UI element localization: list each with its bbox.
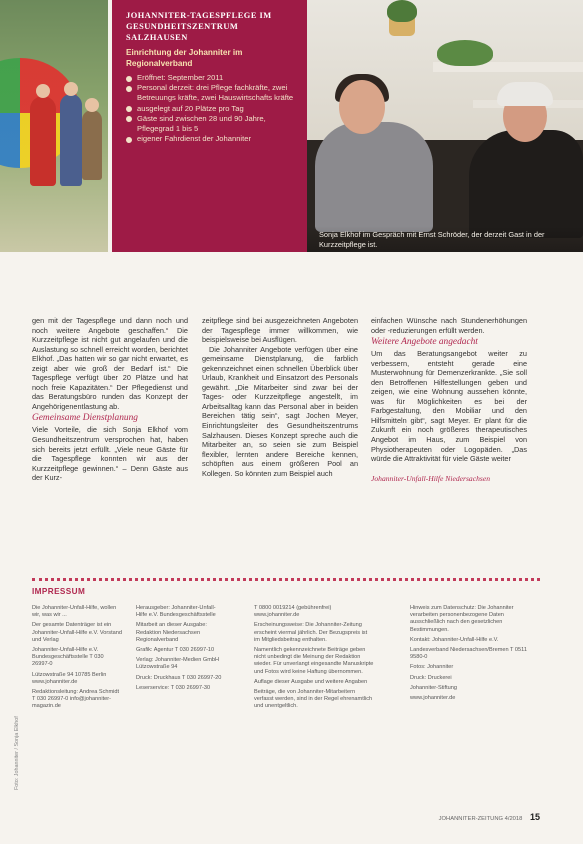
infobox-list [126, 73, 295, 144]
impressum-entry: Mitarbeit an dieser Ausgabe: Redaktion Niedersachsen Regionalverband [136, 622, 207, 643]
infobox-title: JOHANNITER-TAGESPFLEGE IM GESUNDHEITSZENTRUM SALZHAUSEN [126, 11, 272, 42]
impressum-entry: Johanniter-Stiftung [410, 684, 457, 691]
subheading: Weitere Angebote angedacht [371, 337, 478, 348]
article-column-2 [202, 316, 358, 478]
impressum-entry: Lützowstraße 94 10785 Berlin www.johanniter.de [32, 671, 107, 685]
impressum-entry: Kontakt: Johanniter-Unfall-Hilfe e.V. [410, 636, 499, 643]
infobox-subtitle: Einrichtung der Johanniter im Regionalverband [126, 48, 243, 68]
impressum-entry: Der gesamte Datenträger ist ein Johanniter-Unfall-Hilfe e.V. Vorstand und Verlag [32, 622, 122, 643]
impressum-heading: IMPRESSUM [32, 587, 86, 596]
plant [387, 0, 417, 22]
impressum-column [254, 605, 374, 714]
caregiver-figure [315, 122, 433, 232]
facility-info-box [112, 0, 307, 252]
impressum-entry: Johanniter-Unfall-Hilfe e.V. Bundesgeschäftsstelle T 030 26997-0 [32, 647, 104, 668]
paragraph: zeitpflege sind bei ausgezeichneten Angeboten der Tagespflege immer willkommen, wie beispielsweise bei Ausflügen. [202, 316, 358, 345]
impressum-entry: Grafik: Agentur T 030 26997-10 [136, 647, 215, 654]
paragraph: Viele Vorteile, die sich Sonja Elkhof vom Gesundheitszentrum versprochen hat, haben sich bereits jetzt erfüllt. „Viele neue Gäste für die Tagespflege konnten wir aus der Kurzzeitpflege gewinnen.“ – Denn Gäste aus der Kurz- [32, 425, 188, 483]
article-column-1 [32, 316, 188, 483]
impressum-entry: www.johanniter.de [410, 695, 456, 702]
paragraph: gen mit der Tagespflege und dann noch und noch weitere Angebote geschaffen.“ Die Kurzzeitpflege ist nicht gut angelaufen und die Auslastung so schnell erreicht worden, berichtet Elkhof. „Das hatten wir so gar nicht erwartet, es zeigt aber wie groß der Bedarf ist.“ Die Tagespflege verfügt über 20 Plätze und hat noch freie Kapazitäten.“ Der Pflegedienst und das Beratungsbüro runden das Konzept der Angehörigenentlastung ab. [32, 316, 188, 411]
photo-caption: Sonja Elkhof im Gespräch mit Ernst Schröder, der derzeit Gast in der Kurzzeitpflege ist. [307, 226, 583, 252]
impressum-entry: Verlag: Johanniter-Medien GmbH Lützowstraße 94 [136, 657, 220, 671]
impressum-entry: Fotos: Johanniter [410, 664, 454, 671]
photo-conversation [307, 0, 583, 252]
paragraph: Die Johanniter Angebote verfügen über eine gemeinsame Dienstplanung, die farblich gekennzeichnet einen schnellen Überblick über Urlaub, Krankheit und Einsatzort des Personals gewährt. „Die Mitarbeiter sind zwar bei der Tages- oder Kurzzeitpflege angestellt, im Arbeitsalltag kann das Personal aber in beiden Bereichen tätig sein“, sagt Jochen Meyer, Einrichtungsleiter des Gesundheitszentrums Salzhausen. Dieses Konzept spreche auch die Mitarbeiter an, so seien sie zum Beispiel flexibler, lernten andere Bereiche kennen, schöpften aus einem größeren Pool an Kollegen. So könnten zum Beispiel auch [202, 344, 358, 478]
guest-figure [469, 130, 583, 238]
paragraph: einfachen Wünsche nach Stundenerhöhungen oder -reduzierungen erfüllt werden. [371, 316, 527, 335]
infobox-item: Personal derzeit: drei Pflege fachkräfte, zwei Betreuungs kräfte, zwei Hauswirtschafts kräfte [126, 83, 295, 103]
impressum-entry: Druck: Druckerei [410, 674, 452, 681]
plant [437, 40, 493, 66]
photo-credit: Foto: Johanniter / Sonja Elkhof [14, 716, 20, 790]
impressum-column [32, 605, 122, 714]
infobox-item: eigener Fahrdienst der Johanniter [126, 134, 295, 144]
photo-garden-activity [0, 0, 108, 252]
impressum-entry: Erscheinungsweise: Die Johanniter-Zeitung erscheint viermal jährlich. Der Bezugspreis ist im Mitgliedsbeitrag enthalten. [254, 622, 368, 643]
page-footer [390, 812, 540, 824]
person-head [85, 98, 99, 112]
person-head [36, 84, 50, 98]
impressum-entry: Die Johanniter-Unfall-Hilfe, wollen wir, was wir ... [32, 605, 117, 619]
author-byline: Johanniter-Unfall-Hilfe Niedersachsen [371, 473, 491, 483]
paragraph: Um das Beratungsangebot weiter zu verbessern, entsteht gerade eine Musterwohnung für Demenzerkrankte. „Sie soll den Betroffenen Hilfestellungen geben und zeigen, wie eine Wohnung aussehen könnte, was für Möglichkeiten es bei der Farbgestaltung, den Mobiliar und den Hilfsmitteln gibt“, sagt Meyer. Er plant für die Zukunft ein noch größeres therapeutisches Angebot im Haus, zum Beispiel von Physiotherapeuten oder Logopäden. „Das würde die Attraktivität für viele Gäste weiter [371, 349, 527, 464]
impressum-entry: Beiträge, die von Johanniter-Mitarbeitern verfasst werden, sind in der Regel ehrenamtlich und unentgeltlich. [254, 689, 373, 710]
person-figure [82, 110, 102, 180]
impressum-box [32, 578, 540, 806]
impressum-entry: Namentlich gekennzeichnete Beiträge geben nicht unbedingt die Meinung der Redaktion wieder. Für unverlangt eingesandte Manuskripte und Fotos wird keine Haftung übernommen. [254, 647, 374, 675]
person-figure [30, 96, 56, 186]
impressum-entry: Leserservice: T 030 26997-30 [136, 684, 211, 691]
person-figure [60, 94, 82, 186]
article-column-3 [371, 316, 527, 483]
guest-hair [497, 82, 553, 106]
impressum-column [410, 605, 530, 705]
infobox-item: Gäste sind zwischen 28 und 90 Jahre, Pflegegrad 1 bis 5 [126, 114, 295, 134]
impressum-entry: Hinweis zum Datenschutz: Die Johanniter verarbeiten personenbezogene Daten ausschließlich nach den gesetzlichen Bestimmungen. [410, 605, 514, 633]
caregiver-head [339, 80, 385, 134]
impressum-entry: Landesverband Niedersachsen/Bremen T 0511 9580-0 [410, 647, 527, 661]
infobox-item: ausgelegt auf 20 Plätze pro Tag [126, 104, 295, 114]
impressum-entry: Redaktionsleitung: Andrea Schmidt T 030 26997-0 info@johanniter-magazin.de [32, 689, 120, 710]
impressum-entry: Herausgeber: Johanniter-Unfall-Hilfe e.V. Bundesgeschäftsstelle [136, 605, 216, 619]
page-number: 15 [529, 812, 540, 822]
subheading: Gemeinsame Dienstplanung [32, 413, 138, 424]
magazine-name: JOHANNITER-ZEITUNG 4/2018 [438, 816, 523, 822]
impressum-entry: Druck: Druckhaus T 030 26997-20 [136, 674, 222, 681]
impressum-entry: T 0800 0019214 (gebührenfrei) www.johanniter.de [254, 605, 332, 619]
person-head [64, 82, 78, 96]
impressum-entry: Auflage dieser Ausgabe und weitere Angaben [254, 678, 368, 685]
impressum-column [136, 605, 226, 695]
infobox-item: Eröffnet: September 2011 [126, 73, 295, 83]
